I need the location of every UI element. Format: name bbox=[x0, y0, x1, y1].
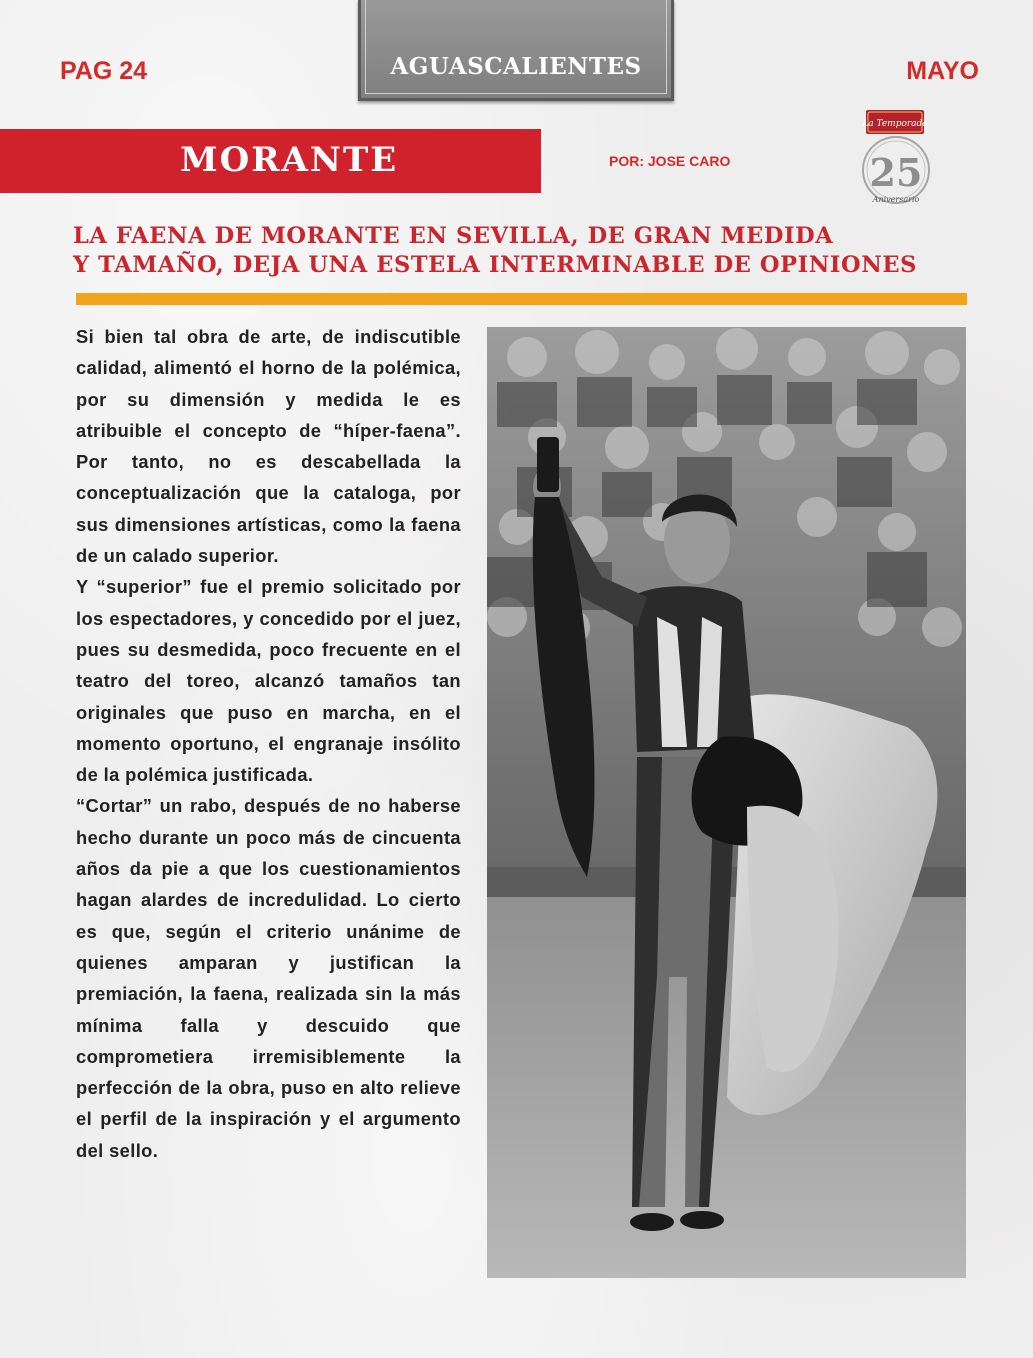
article-headline bbox=[73, 222, 973, 280]
logo-number: 25 bbox=[869, 150, 923, 195]
byline: POR: JOSE CARO bbox=[609, 153, 731, 169]
article-tag-bar bbox=[0, 129, 541, 193]
article-body bbox=[76, 321, 461, 1166]
section-tab bbox=[358, 0, 674, 101]
anniversary-logo bbox=[856, 108, 936, 208]
headline-rule bbox=[76, 293, 967, 305]
issue-month: MAYO bbox=[906, 57, 979, 85]
headline-line-1: LA FAENA DE MORANTE EN SEVILLA, DE GRAN MEDIDA bbox=[73, 223, 834, 249]
page-number: PAG 24 bbox=[60, 57, 148, 85]
section-title: AGUASCALIENTES bbox=[390, 53, 642, 80]
paragraph-2: Y “superior” fue el premio solicitado por los espectadores, y concedido por el juez, pues su desmedida, poco frecuente en el teatro del toreo, alcanzó tamaños tan originales que puso en marcha, en el momento oportuno, el engranaje insólito de la polémica justificada. bbox=[76, 576, 461, 786]
paragraph-3: “Cortar” un rabo, después de no haberse hecho durante un poco más de cincuenta años da pie a que los cuestionamientos hagan alardes de incredulidad. Lo cierto es que, según el criterio unánime de quienes amparan y justifican la premiación, la faena, realizada sin la más mínima falla y descuido que comprometiera irremisiblemente la perfección de la obra, puso en alto relieve el perfil de la inspiración y el argumento del sello. bbox=[76, 795, 461, 1161]
logo-bottom-text: Aniversario bbox=[872, 195, 920, 204]
headline-line-2: Y TAMAÑO, DEJA UNA ESTELA INTERMINABLE DE OPINIONES bbox=[73, 252, 917, 278]
logo-top-text: La Temporada bbox=[862, 119, 928, 129]
article-tag: MORANTE bbox=[180, 140, 399, 180]
paragraph-1: Si bien tal obra de arte, de indiscutible calidad, alimentó el horno de la polémica, por su dimensión y medida le es atribuible el concepto de “híper-faena”. Por tanto, no es descabellada la conceptualización que la cataloga, por sus dimensiones artísticas, como la faena de un calado superior. bbox=[76, 326, 461, 567]
bullfighter-photo bbox=[487, 327, 966, 1278]
